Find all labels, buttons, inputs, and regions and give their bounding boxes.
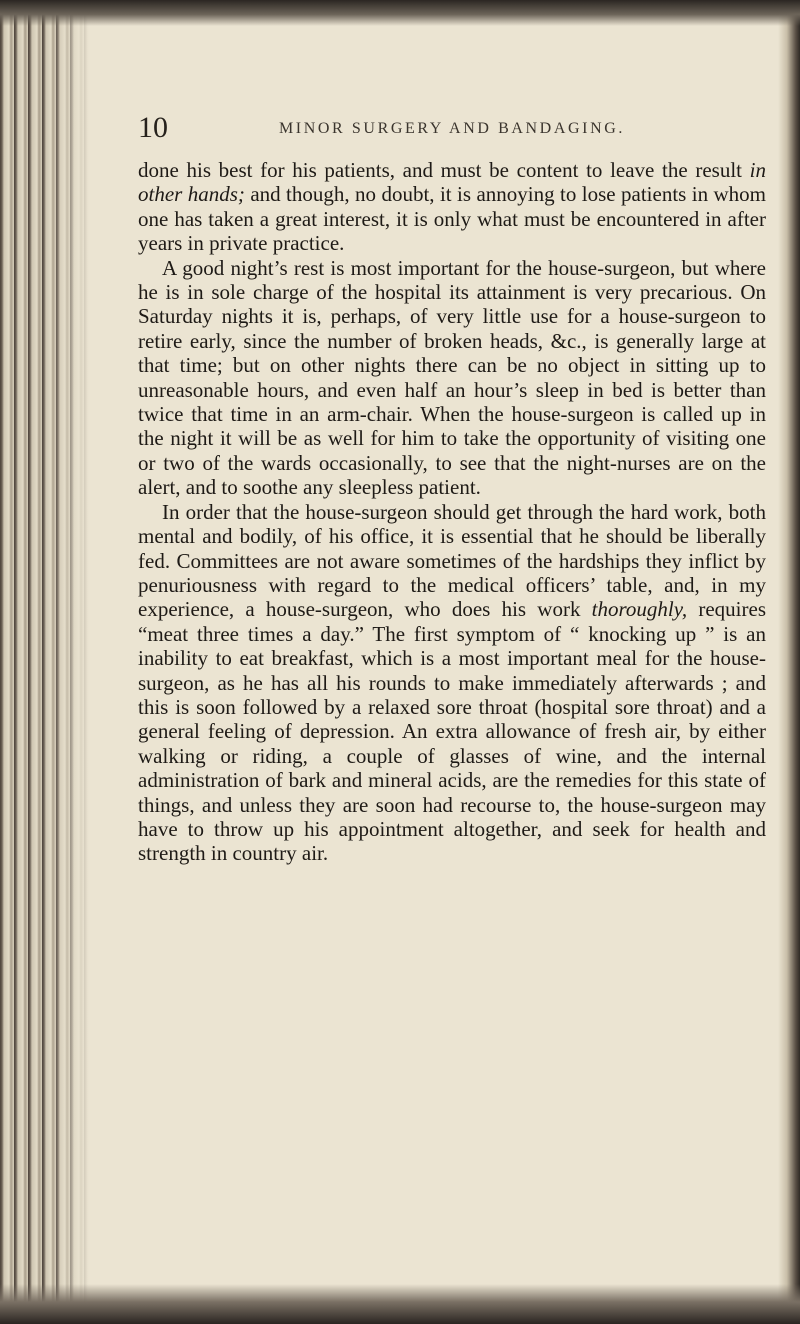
paragraph-3 [138, 500, 766, 866]
running-title: MINOR SURGERY AND BANDAGING. [278, 120, 625, 137]
paragraph-1-text-a: done his best for his patients, and must be content to leave the result [138, 158, 750, 182]
page-edge-right [778, 0, 800, 1324]
paragraph-3-text-b: requires “meat three times a day.” The first symptom of “ knocking up ” is an inability to eat breakfast, which is a most important meal for the house-surgeon, as he has all his rounds to make immediately afterwards ; and this is soon followed by a relaxed sore throat (hospital sore throat) and a general feeling of depression. An extra allowance of fresh air, by either walking or riding, a couple of glasses of wine, and the internal administration of bark and mineral acids, are the remedies for this state of things, and unless they are soon had recourse to, the house-surgeon may have to throw up his appointment altogether, and seek for health and strength in country air. [138, 597, 767, 866]
paragraph-3-italic: thoroughly, [591, 597, 688, 622]
binding-shadow-top [0, 0, 800, 26]
paragraph-1-text-b: and though, no doubt, it is annoying to lose patients in whom one has taken a great interest, it is only what must be encountered in after years in private practice. [138, 182, 766, 256]
paragraph-1-italic: in other hands; [138, 158, 766, 207]
running-head [138, 112, 766, 148]
page-content [138, 112, 766, 1292]
page-number: 10 [138, 111, 168, 144]
page-stack-edge-left [0, 0, 90, 1324]
paragraph-3-text-a: In order that the house-surgeon should get through the hard work, both mental and bodily, of his office, it is essential that he should be liberally fed. Committees are not aware sometimes of the hardships they inflict by penuriousness with regard to the medical officers’ table, and, in my experience, a house-surgeon, who does his work [138, 499, 766, 622]
paragraph-1 [138, 158, 766, 256]
paragraph-2: A good night’s rest is most important for the house-surgeon, but where he is in sole charge of the hospital its attainment is very precarious. On Saturday nights it is, perhaps, of very little use for a house-surgeon to retire early, since the number of broken heads, &c., is generally large at that time; but on other nights there can be no object in sitting up to unreasonable hours, and even half an hour’s sleep in bed is better than twice that time in an arm-chair. When the house-surgeon is called up in the night it will be as well for him to take the opportunity of visiting one or two of the wards occasionally, to see that the night-nurses are on the alert, and to soothe any sleepless patient. [138, 255, 766, 500]
